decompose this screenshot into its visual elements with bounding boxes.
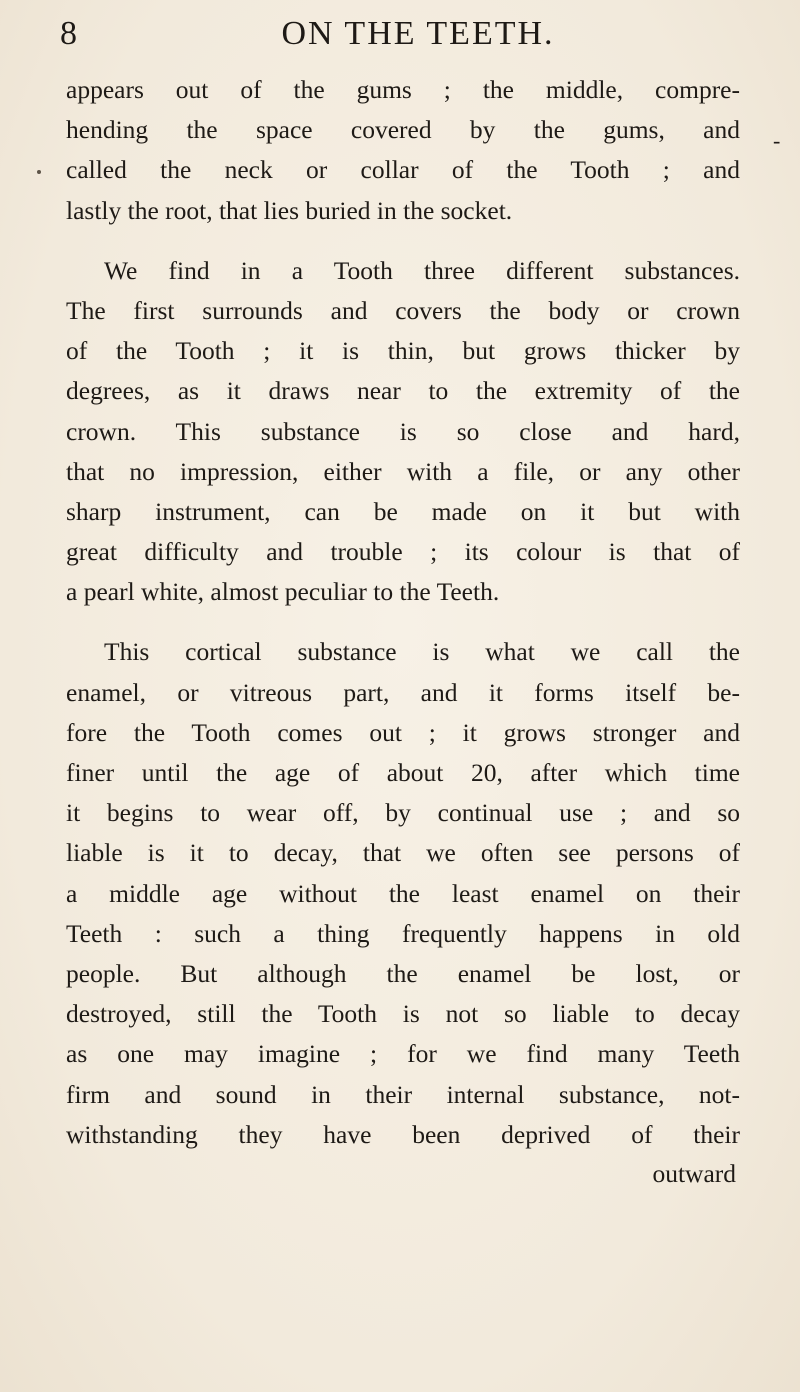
page-header xyxy=(58,12,748,56)
text-line: great difficulty and trouble ; its colour is that of xyxy=(66,537,740,567)
paragraph-gap xyxy=(66,231,740,251)
text-line: lastly the root, that lies buried in the socket. xyxy=(66,195,513,225)
paragraph-3 xyxy=(66,632,740,1154)
text-line: destroyed, still the Tooth is not so liable to decay xyxy=(66,999,740,1029)
catchword: outward xyxy=(652,1158,736,1188)
text-line: that no impression, either with a file, or any other xyxy=(66,456,740,486)
text-line: a pearl white, almost peculiar to the Teeth. xyxy=(66,577,500,607)
text-line: finer until the age of about 20, after which time xyxy=(66,758,740,787)
text-line: degrees, as it draws near to the extremity of the xyxy=(66,376,740,406)
text-line: sharp instrument, can be made on it but with xyxy=(66,496,740,526)
text-line: people. But although the enamel be lost, or xyxy=(66,958,740,988)
text-line: This cortical substance is what we call the xyxy=(104,637,740,667)
running-head: ON THE TEETH. xyxy=(281,15,555,52)
text-line: crown. This substance is so close and hard, xyxy=(66,416,740,446)
text-line: We find in a Tooth three different substances. xyxy=(104,255,740,285)
paragraph-gap xyxy=(66,612,740,632)
text-line: it begins to wear off, by continual use ; and so xyxy=(66,798,740,828)
text-line: called the neck or collar of the Tooth ; and xyxy=(66,155,740,185)
text-line: a middle age without the least enamel on their xyxy=(66,878,740,908)
text-line: enamel, or vitreous part, and it forms itself be- xyxy=(66,677,740,707)
text-line: Teeth : such a thing frequently happens in old xyxy=(66,918,740,948)
text-line: liable is it to decay, that we often see persons of xyxy=(66,838,740,868)
margin-mark: - xyxy=(773,128,781,153)
text-line: fore the Tooth comes out ; it grows stronger and xyxy=(66,717,740,747)
text-line: firm and sound in their internal substance, not- xyxy=(66,1079,740,1109)
text-line: hending the space covered by the gums, and xyxy=(66,115,740,145)
body-text xyxy=(66,70,740,1193)
text-line: withstanding they have been deprived of their xyxy=(66,1119,740,1149)
text-line: of the Tooth ; it is thin, but grows thicker by xyxy=(66,336,740,366)
page-number: 8 xyxy=(60,15,77,52)
text-line: as one may imagine ; for we find many Teeth xyxy=(66,1039,740,1069)
margin-speck xyxy=(37,170,41,174)
paragraph-1 xyxy=(66,70,740,231)
text-line: appears out of the gums ; the middle, compre- xyxy=(66,75,740,104)
paragraph-2 xyxy=(66,251,740,613)
text-line: The first surrounds and covers the body or crown xyxy=(66,295,740,325)
